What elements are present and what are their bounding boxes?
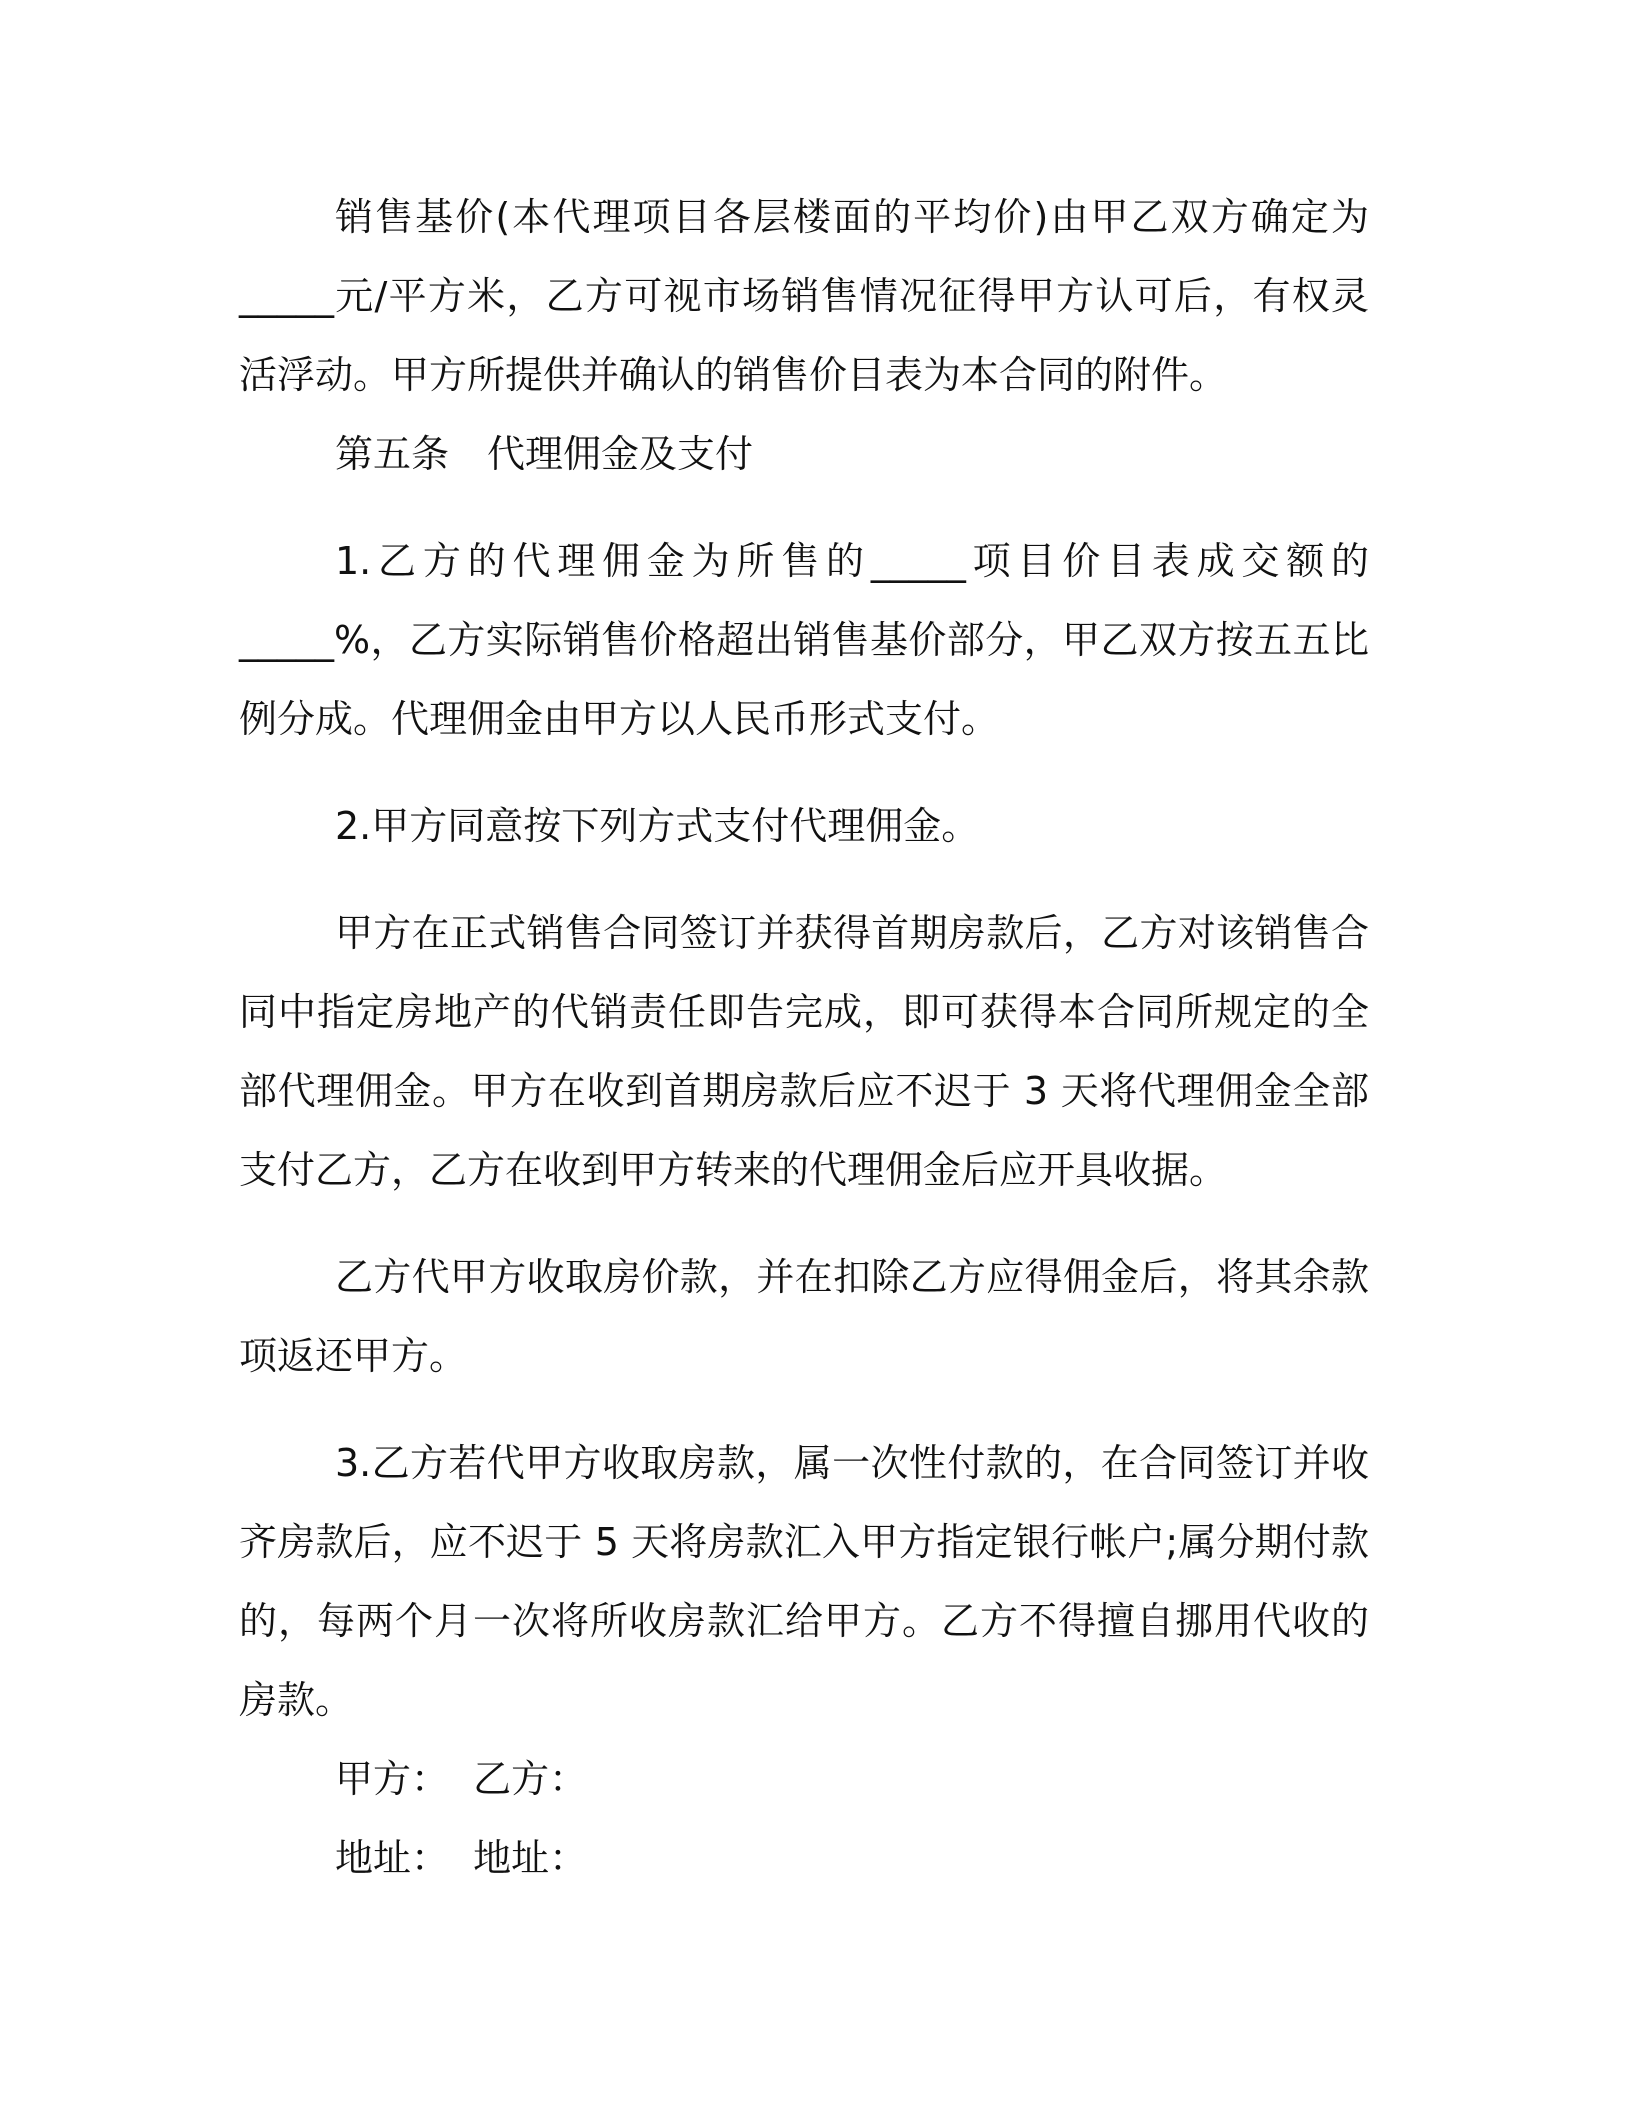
section-heading-article-5: 第五条 代理佣金及支付 — [335, 432, 754, 476]
signature-addresses: 地址： 地址： — [335, 1836, 588, 1880]
paragraph-collection-return: 乙方代甲方收取房价款，并在扣除乙方应得佣金后，将其余款项返还甲方。 — [239, 1255, 1369, 1378]
paragraph-base-price: 销售基价(本代理项目各层楼面的平均价)由甲乙双方确定为_____元/平方米，乙方可视市场销售情况征得甲方认可后，有权灵活浮动。甲方所提供并确认的销售价目表为本合同的附件。 — [239, 195, 1369, 397]
paragraph-payment-method: 2.甲方同意按下列方式支付代理佣金。 — [335, 804, 980, 848]
paragraph-payment-timing: 甲方在正式销售合同签订并获得首期房款后，乙方对该销售合同中指定房地产的代销责任即告完成，即可获得本合同所规定的全部代理佣金。甲方在收到首期房款后应不迟于 3 天将代理佣金全部支付乙方，乙方在收到甲方转来的代理佣金后应开具收据。 — [239, 911, 1369, 1192]
document-body — [239, 178, 1369, 1898]
paragraph-commission-rate: 1.乙方的代理佣金为所售的_____项目价目表成交额的_____%，乙方实际销售价格超出销售基价部分，甲乙双方按五五比例分成。代理佣金由甲方以人民币形式支付。 — [239, 539, 1369, 741]
paragraph-remittance: 3.乙方若代甲方收取房款，属一次性付款的，在合同签订并收齐房款后，应不迟于 5 天将房款汇入甲方指定银行帐户;属分期付款的，每两个月一次将所收房款汇给甲方。乙方不得擅自挪用代收的房款。 — [239, 1441, 1369, 1722]
signature-parties: 甲方： 乙方： — [335, 1757, 588, 1801]
